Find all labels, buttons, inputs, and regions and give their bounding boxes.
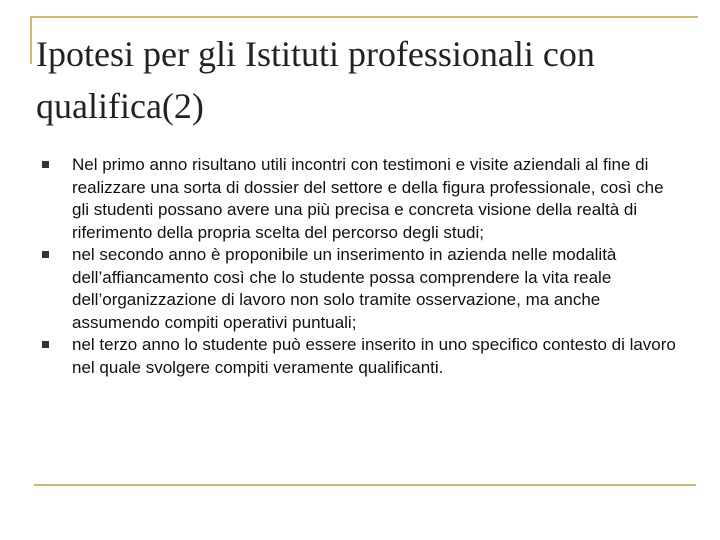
- bullet-item-third-year: [40, 334, 680, 379]
- bullet-text: Nel primo anno risultano utili incontri con testimoni e visite aziendali al fine di realizzare una sorta di dossier del settore e della figura professionale, così che gli studenti possano avere una più precisa e concreta visione della realtà di riferimento della propria scelta del percorso degli studi;: [72, 155, 664, 242]
- bullet-item-first-year: [40, 154, 680, 244]
- slide-title-line-2: qualifica(2): [36, 86, 204, 126]
- bullet-text: nel secondo anno è proponibile un inserimento in azienda nelle modalità dell’affiancamento così che lo studente possa comprendere la vita reale dell’organizzazione di lavoro non solo tramite osservazione, ma anche assumendo compiti operativi puntuali;: [72, 245, 617, 332]
- top-decorative-line: [30, 16, 698, 18]
- square-bullet-icon: [42, 341, 49, 348]
- left-decorative-line: [30, 16, 32, 64]
- slide-title-line-1: Ipotesi per gli Istituti professionali con: [36, 34, 595, 74]
- square-bullet-icon: [42, 161, 49, 168]
- bullet-item-second-year: [40, 244, 680, 334]
- bullet-list: [40, 154, 680, 379]
- square-bullet-icon: [42, 251, 49, 258]
- bullet-text: nel terzo anno lo studente può essere inserito in uno specifico contesto di lavoro nel quale svolgere compiti veramente qualificanti.: [72, 335, 676, 377]
- slide-title: [36, 28, 696, 132]
- bottom-decorative-line: [34, 484, 696, 486]
